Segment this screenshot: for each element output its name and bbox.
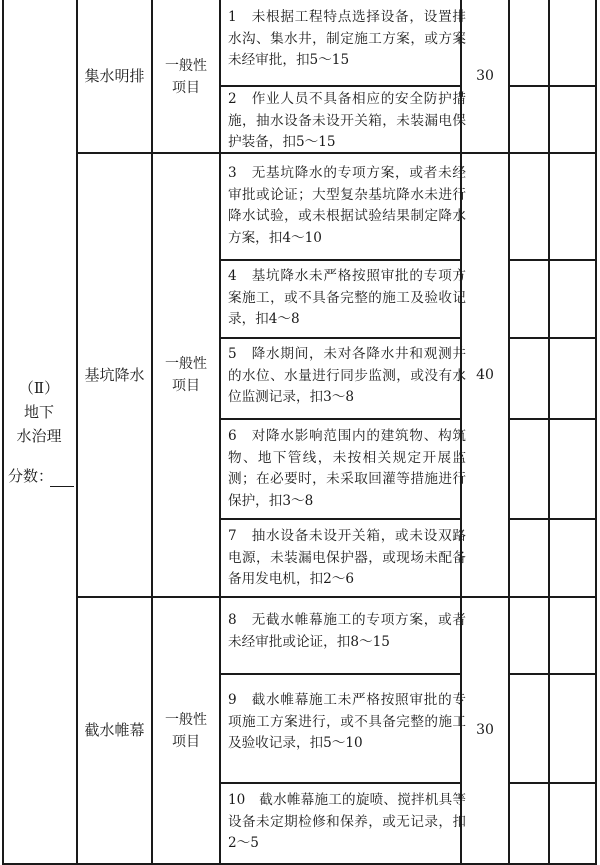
score-blank-line — [50, 486, 74, 487]
check-item: 1 未根据工程特点选择设备，设置排水沟、集水井，制定施工方案，或方案未经审批，扣5～15 — [228, 9, 466, 68]
row-divider — [508, 85, 597, 87]
row-divider — [219, 85, 460, 87]
check-item: 4 基坑降水未严格按照审批的专项方案施工，或不具备完整的施工及验收记录，扣4～8 — [228, 268, 466, 327]
check-item: 2 作业人员不具备相应的安全防护措施，抽水设备未设开关箱，未装漏电保护装备，扣5～15 — [228, 91, 466, 150]
row-divider — [219, 259, 460, 261]
group-category-line2: 项目 — [172, 80, 200, 96]
row-divider — [219, 418, 460, 420]
group-category-line1: 一般性 — [165, 712, 207, 728]
section-title-line1: 地下 — [23, 403, 54, 421]
column-divider — [219, 0, 221, 865]
column-divider — [508, 0, 510, 865]
group-category-line1: 一般性 — [165, 356, 207, 372]
row-divider — [219, 782, 460, 784]
group-score: 40 — [476, 367, 494, 383]
row-divider — [508, 782, 597, 784]
group-name: 基坑降水 — [84, 366, 145, 384]
group-score: 30 — [476, 68, 494, 84]
section-score-label: 分数： — [8, 467, 54, 485]
section-title-line2: 水治理 — [16, 427, 62, 445]
check-item: 3 无基坑降水的专项方案，或者未经审批或论证；大型复杂基坑降水未进行降水试验，或未根据试验结果制定降水方案，扣4～10 — [228, 165, 466, 246]
table-border-right — [595, 0, 597, 865]
check-item: 8 无截水帷幕施工的专项方案，或者未经审批或论证，扣8～15 — [228, 612, 466, 650]
row-divider — [508, 518, 597, 520]
group-name: 截水帷幕 — [84, 721, 145, 739]
check-item: 7 抽水设备未设开关箱，或未设双路电源，未装漏电保护器，或现场未配备备用发电机，扣2～6 — [228, 528, 466, 587]
section-number: （Ⅱ） — [18, 379, 60, 397]
row-divider — [508, 673, 597, 675]
group-category-line2: 项目 — [172, 378, 200, 394]
group-category-line1: 一般性 — [165, 58, 207, 74]
check-item: 5 降水期间，未对各降水井和观测井的水位、水量进行同步监测，或没有水位监测记录，扣3～8 — [228, 346, 466, 405]
row-divider — [508, 418, 597, 420]
row-divider — [219, 673, 460, 675]
row-divider — [508, 337, 597, 339]
group-name: 集水明排 — [84, 67, 145, 85]
table-border-bottom — [2, 863, 597, 865]
check-item: 6 对降水影响范围内的建筑物、构筑物、地下管线，未按相关规定开展监测；在必要时，未采取回灌等措施进行保护，扣3～8 — [228, 428, 466, 509]
row-divider — [219, 518, 460, 520]
check-item: 10 截水帷幕施工的旋喷、搅拌机具等设备未定期检修和保养，或无记录，扣2～5 — [228, 792, 466, 851]
group-divider — [76, 596, 597, 598]
group-score: 30 — [476, 722, 494, 738]
row-divider — [508, 259, 597, 261]
check-item: 9 截水帷幕施工未严格按照审批的专项施工方案进行，或不具备完整的施工及验收记录，扣5～10 — [228, 692, 466, 751]
group-category-line2: 项目 — [172, 734, 200, 750]
row-divider — [219, 337, 460, 339]
column-divider — [548, 0, 550, 865]
